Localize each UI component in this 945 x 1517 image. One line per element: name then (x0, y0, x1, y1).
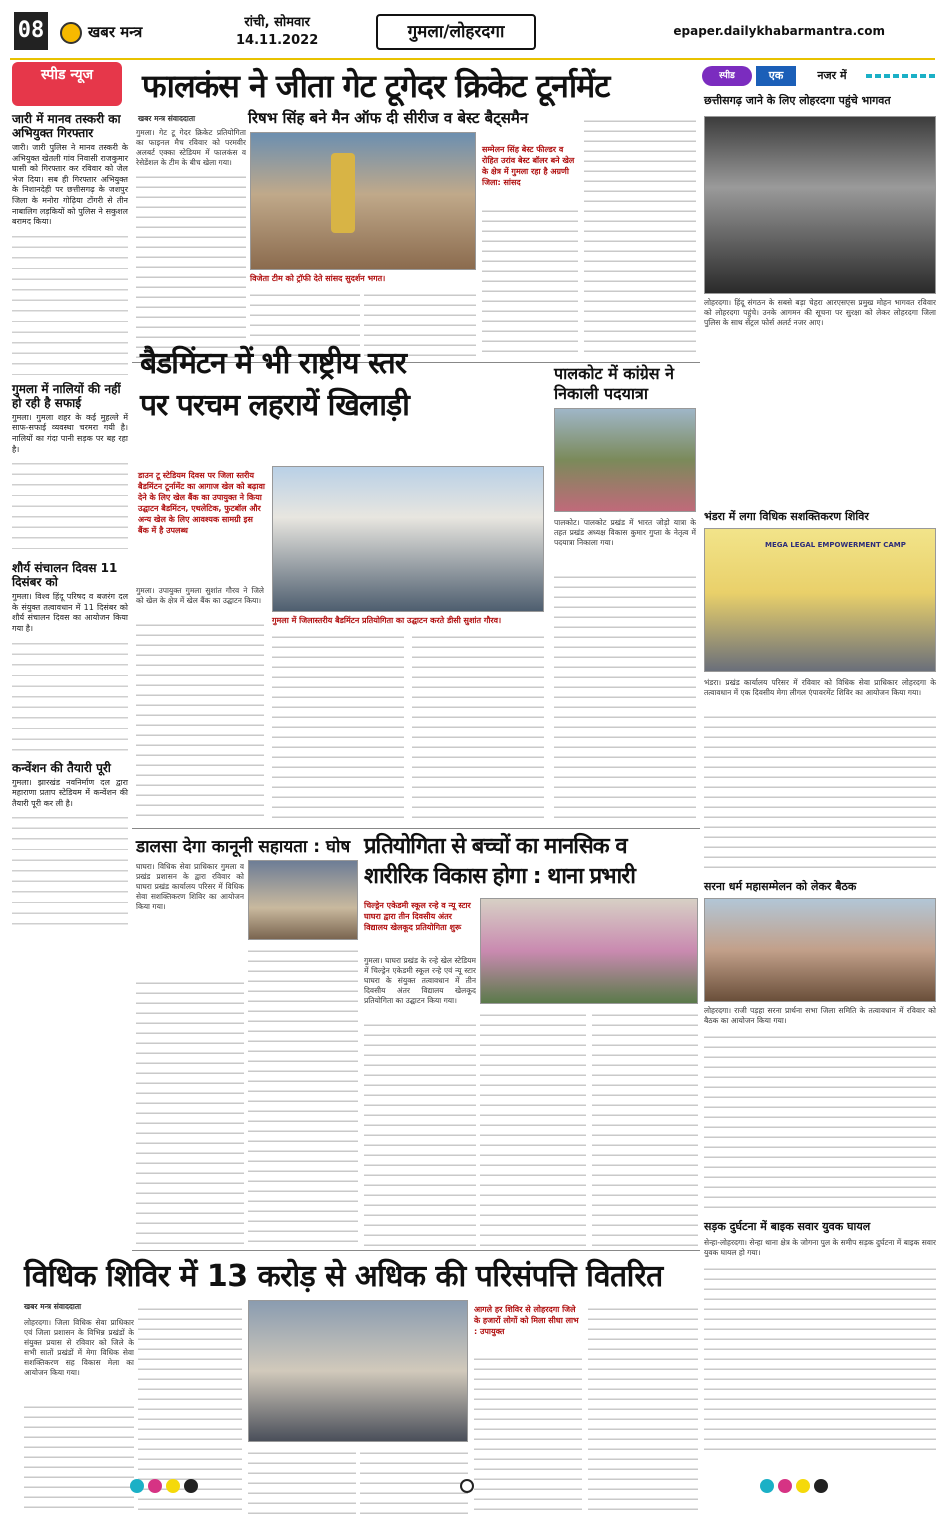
story3-body (554, 570, 696, 824)
left-item1-continued (12, 228, 128, 376)
left-item4-continued (12, 809, 128, 929)
story6-lead: लोहरदगा। जिला विधिक सेवा प्राधिकार एवं जिला प्रशासन के विभिन्न प्रखंडों के संयुक्त प्रयास से रविवार को जिले के सभी सातों प्रखंडों में मेगा विधिक सेवा सशक्तिकरण सह विकास मेला का आयोजन किया गया। (24, 1318, 134, 1377)
story2-lead: गुमला। उपायुक्त गुमला सुशांत गौरव ने जिले को खेल के क्षेत्र में खेल बैंक का उद्घाटन किया। (136, 586, 264, 605)
story6-bullets: आगले हर शिविर से लोहरदगा जिले के हजारों लोगों को मिला सीधा लाभ : उपायुक्त (474, 1305, 579, 1336)
registration-dot-icon (760, 1479, 774, 1493)
right-story2-photo-camp (704, 528, 936, 672)
story1-headline: फालकंस ने जीता गेट टूगेदर क्रिकेट टूर्नामेंट (142, 67, 610, 105)
section-title: गुमला/लोहरदगा (376, 14, 536, 50)
right-story2-text: भंडरा। प्रखंड कार्यालय परिसर में रविवार को विधिक सेवा प्राधिकार लोहरदगा के तत्वावधान में एक दिवसीय मेगा लीगल एंपावरमेंट शिविर का आयोजन किया गया। (704, 678, 936, 697)
right-story3-title: सरना धर्म महासम्मेलन को लेकर बैठक (704, 880, 857, 893)
legal-camp-banner: MEGA LEGAL EMPOWERMENT CAMP (765, 541, 906, 549)
story2-caption: गुमला में जिलास्तरीय बैडमिंटन प्रतियोगिता का उद्घाटन करते डीसी सुशांत गौरव। (272, 616, 502, 625)
brand-logo-icon (60, 22, 82, 44)
right-story3-text: लोहरदगा। राजी पड़हा सरना प्रार्थना सभा जिला समिति के तत्वावधान में रविवार को बैठक का आयोजन किया गया। (704, 1006, 936, 1025)
trophy-icon (331, 153, 355, 233)
right-story3-body (704, 1030, 936, 1210)
left-item2-text: गुमला। गुमला शहर के कई मुहल्ले में साफ-सफाई व्यवस्था चरमरा गयी है। नालियों का गंदा पानी सड़क पर बह रहा है। (12, 412, 128, 454)
registration-dot-icon (148, 1479, 162, 1493)
registration-dot-icon (184, 1479, 198, 1493)
right-story2-body (704, 710, 936, 868)
city-day: रांची, सोमवार (244, 15, 310, 30)
story4-body-col2 (248, 944, 358, 1246)
page-number: 08 (14, 12, 48, 50)
story3-headline: पालकोट में कांग्रेस ने निकाली पदयात्रा (554, 364, 675, 403)
story2-headline-line2: पर परचम लहरायें खिलाड़ी (140, 388, 409, 423)
left-column (12, 62, 128, 1372)
story3-photo-padyatra (554, 408, 696, 512)
registration-dot-icon (778, 1479, 792, 1493)
story5-body-col1 (364, 1018, 476, 1246)
story5-body-col2 (480, 1008, 586, 1246)
story6-body-col1 (24, 1400, 134, 1516)
right-story1-title: छत्तीसगढ़ जाने के लिए लोहरदगा पहुंचे भागवत (704, 94, 891, 107)
story5-headline-line2: शारीरिक विकास होगा : थाना प्रभारी (364, 864, 635, 889)
story2-headline-line1: बैडमिंटन में भी राष्ट्रीय स्तर (140, 346, 407, 381)
right-story4-title: सड़क दुर्घटना में बाइक सवार युवक घायल (704, 1220, 871, 1233)
story1-body-col1 (136, 170, 246, 358)
left-item2-continued (12, 455, 128, 555)
left-item3-text: गुमला। विश्व हिंदू परिषद व बजरंग दल के संयुक्त तत्वावधान में 11 दिसंबर को शौर्य संचालन दिवस का आयोजन किया गया है। (12, 592, 128, 633)
nazar-tag-ek: एक (756, 66, 796, 86)
registration-dot-icon (814, 1479, 828, 1493)
story6-byline: खबर मन्त्र संवाददाता (24, 1302, 82, 1311)
divider (132, 828, 700, 829)
story2-body-col3 (412, 630, 544, 824)
nazar-tag-speed: स्पीड (702, 66, 752, 86)
left-item1-text: जारी। जारी पुलिस ने मानव तस्करी के अभियुक्त खेतली गांव निवासी राजकुमार घासी को गिरफ्तार कर रविवार को जेल भेज दिया। सब ही गिरफ्तार अभियुक्त के निशानदेही पर छत्तीसगढ़ के जशपुर जिला के मनोरा गोढ़िया टोंगरी से तीन नाबालिग लड़कियों को पुलिस ने सकुशल बरामद किया। (12, 143, 128, 227)
story2-body-col1 (136, 618, 264, 824)
registration-dot-icon (796, 1479, 810, 1493)
story5-lead: गुमला। घाघरा प्रखंड के रन्हे खेल स्टेडियम में चिल्ड्रेन एकेडमी स्कूल रन्हे एवं न्यू स्टार घाघरा के संयुक्त तत्वावधान में तीन दिवसीय अंतर विद्यालय खेलकूद प्रतियोगिता का उद्घाटन किया गया। (364, 956, 476, 1005)
story2-body-col2 (272, 630, 404, 824)
story1-subhead: रिषभ सिंह बने मैन ऑफ दी सीरीज व बेस्ट बैट्समैन (248, 109, 529, 127)
story6-headline: विधिक शिविर में 13 करोड़ से अधिक की परिसंपत्ति वितरित (24, 1259, 663, 1294)
right-story4-text: सेन्हा-लोहरदगा। सेन्हा थाना क्षेत्र के जोगना पुल के समीप सड़क दुर्घटना में बाइक सवार युवक घायल हो गया। (704, 1238, 936, 1257)
brand-name: खबर मन्त्र (88, 23, 143, 41)
ek-nazar-strip (702, 66, 936, 88)
story5-body-col3 (592, 1008, 698, 1246)
story1-byline: खबर मन्त्र संवाददाता (138, 114, 196, 123)
right-story1-text: लोहरदगा। हिंदू संगठन के सबसे बड़ा चेहरा आरएसएस प्रमुख मोहन भागवत रविवार को लोहरदगा पहुंचे। उनके आगमन की सूचना पर सुरक्षा को लेकर लोहरदगा जिला पुलिस के साथ सेंट्रल फोर्स अलर्ट नजर आए। (704, 298, 936, 327)
story1-bullets: सम्मेलन सिंह बेस्ट फील्डर व रोहित उरांव बेस्ट बॉलर बने खेल के क्षेत्र में गुमला रहा है अग्रणी जिला: सांसद (482, 145, 575, 187)
left-item4-text: गुमला। झारखंड नवनिर्माण दल द्वारा महाराणा प्रताप स्टेडियम में कन्वेंशन की तैयारी पूरी कर ली है। (12, 777, 128, 808)
story1-photo-trophy (250, 132, 476, 270)
story3-lead: पालकोट। पालकोट प्रखंड में भारत जोड़ो यात्रा के तहत प्रखंड अध्यक्ष विकास कुमार गुप्ता के नेतृत्व में पदयात्रा निकाला गया। (554, 518, 696, 547)
story1-caption: विजेता टीम को ट्रॉफी देते सांसद सुदर्शन भगत। (250, 274, 386, 283)
right-story2-title: भंडरा में लगा विधिक सशक्तिकरण शिविर (704, 510, 869, 523)
epaper-url[interactable]: epaper.dailykhabarmantra.com (673, 24, 885, 38)
registration-dot-icon (130, 1479, 144, 1493)
story1-body-col5 (584, 114, 696, 358)
left-item4-title: कन्वेंशन की तैयारी पूरी (12, 760, 111, 775)
header-rule (10, 58, 935, 60)
story5-photo-sports (480, 898, 698, 1004)
right-story3-photo-meeting (704, 898, 936, 1002)
registration-dot-icon (166, 1479, 180, 1493)
story2-photo-badminton (272, 466, 544, 612)
date-block (236, 14, 318, 50)
left-item1-title: जारी में मानव तस्करी का अभियुक्त गिरफ्तार (12, 112, 121, 140)
speed-news-badge: स्पीड न्यूज (12, 62, 122, 106)
issue-date: 14.11.2022 (236, 33, 319, 48)
page-header (0, 0, 945, 62)
story5-bullets: चिल्ड्रेन एकेडमी स्कूल रन्हे व न्यू स्टार घाघरा द्वारा तीन दिवसीय अंतर विद्यालय खेलकूद प्रतियोगिता शुरू (364, 901, 471, 932)
left-item3-title: शौर्य संचालन दिवस 11 दिसंबर को (12, 561, 118, 590)
story5-headline-line1: प्रतियोगिता से बच्चों का मानसिक व (364, 834, 627, 859)
story1-body-col4 (482, 204, 578, 358)
divider (132, 1250, 700, 1251)
nazar-dots (866, 74, 936, 78)
story4-lead: घाघरा। विधिक सेवा प्राधिकार गुमला व प्रखंड प्रशासन के द्वारा रविवार को घाघरा प्रखंड कार्यालय परिसर में विधिक सेवा सशक्तिकरण शिविर का आयोजन किया गया। (136, 862, 244, 911)
story2-bullets: डाउन टू स्टेडियम दिवस पर जिला स्तरीय बैडमिंटन टूर्नामेंट का आगाज खेल को बढ़ावा देने के लिए खेल बैंक का उपायुक्त ने किया उद्घाटन बैडमिंटन, एथलेटिक, फुटबॉल और अन्य खेल के लिए आवश्यक सामग्री इस बैंक में है उपलब्ध (138, 471, 265, 535)
registration-crosshair-icon (460, 1479, 474, 1493)
story4-body-col1 (136, 976, 244, 1246)
nazar-tag-nazar: नजर में (817, 69, 847, 82)
print-registration-strip (0, 1476, 945, 1496)
right-story1-photo-car (704, 116, 936, 294)
story4-headline: डालसा देगा कानूनी सहायता : घोष (136, 837, 351, 857)
story6-photo-camp (248, 1300, 468, 1442)
left-item3-continued (12, 635, 128, 755)
left-item2-title: गुमला में नालियों की नहीं हो रही है सफाई (12, 381, 121, 410)
story4-photo-camp (248, 860, 358, 940)
story1-lead: गुमला। गेट टू गेदर क्रिकेट प्रतियोगिता का फाइनल मैच रविवार को परमवीर अलबर्ट एक्का स्टेडियम में फालकंस व रेसेडेंशल के टीम के बीच खेला गया। (136, 128, 246, 167)
right-story4-body (704, 1262, 936, 1458)
